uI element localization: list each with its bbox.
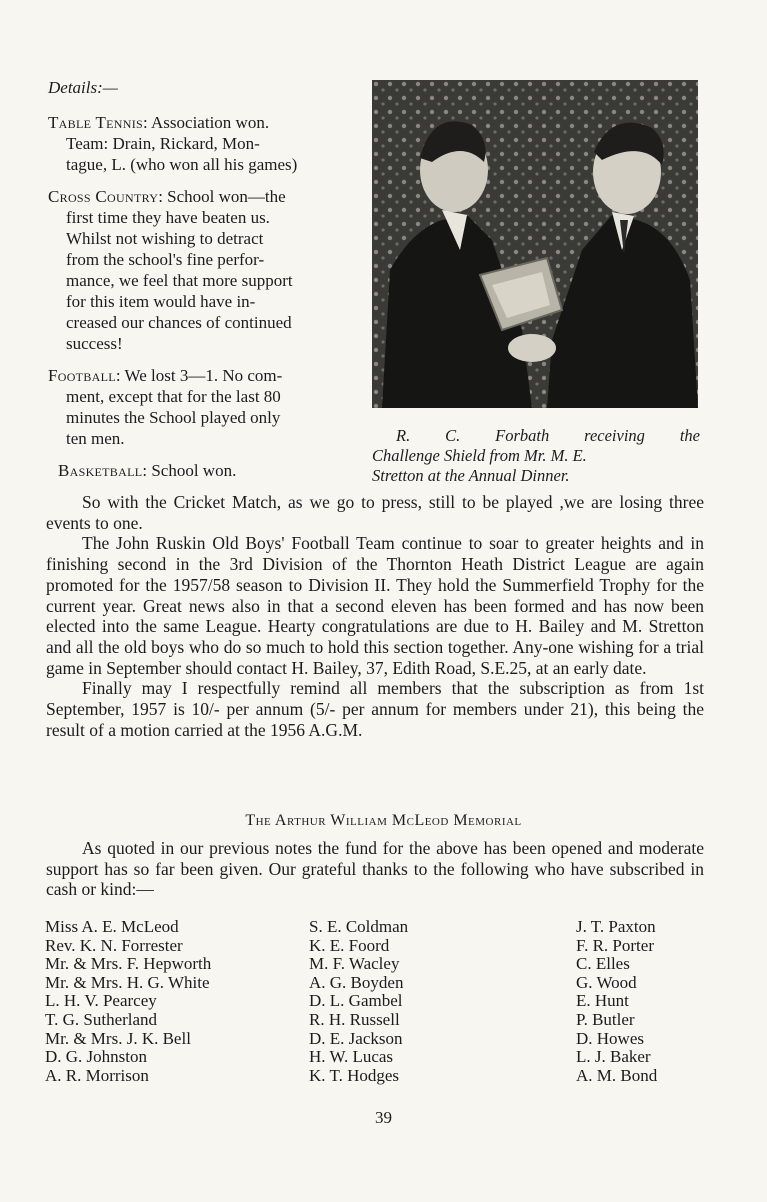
paragraph: Finally may I respectfully remind all members that the subscription as from 1st September, 1957 is 10/- per annum (5/- per annum for members under 21), this being the result of a motion carried at the 1956 A.G.M. [46, 678, 704, 740]
entry-label: Cross Country [48, 187, 159, 206]
name-item: Mr. & Mrs. J. K. Bell [45, 1028, 191, 1048]
entry-basketball [58, 460, 236, 481]
name-item: A. R. Morrison [45, 1065, 149, 1085]
entry-label: Basketball [58, 461, 143, 480]
name-item: L. H. V. Pearcey [45, 991, 157, 1011]
name-item: Rev. K. N. Forrester [45, 935, 183, 955]
entry-line: for this item would have in- [66, 292, 256, 311]
name-item: D. L. Gambel [309, 991, 403, 1011]
name-item: R. H. Russell [309, 1009, 400, 1029]
entry-table-tennis [48, 112, 297, 175]
name-item: Miss A. E. McLeod [45, 917, 179, 936]
entry-line: creased our chances of continued [66, 313, 292, 332]
name-item: E. Hunt [576, 991, 629, 1011]
name-item: C. Elles [576, 954, 630, 974]
paragraph: So with the Cricket Match, as we go to press, still to be played ,we are losing three events to one. [46, 492, 704, 533]
caption-line: Challenge Shield from Mr. M. E. [372, 446, 587, 465]
entry-line: ten men. [66, 429, 125, 448]
name-item: A. M. Bond [576, 1065, 658, 1085]
entry-line: mance, we feel that more support [66, 271, 293, 290]
caption-line: Stretton at the Annual Dinner. [372, 466, 570, 485]
entry-first-line: : Association won. [142, 113, 270, 132]
entry-line: minutes the School played only [66, 408, 281, 427]
name-item: L. J. Baker [576, 1047, 651, 1067]
paragraph: The John Ruskin Old Boys' Football Team continue to soar to greater heights and in finishing second in the 3rd Division of the Thornton Heath District League are again promoted for the 1957/58 season to Division II. They hold the Summerfield Trophy for the current year. Great news also in that a second eleven has been formed and has now been elected into the same League. Hearty congratulations are due to H. Bailey and M. Stretton and all the old boys who do so much to hold this section together. Any-one wishing for a trial game in September should contact H. Bailey, 37, Edith Road, S.E.25, at an early date. [46, 533, 704, 678]
details-heading: Details:— [48, 78, 118, 97]
entry-line: first time they have beaten us. [66, 208, 270, 227]
names-column-3 [576, 918, 657, 1085]
entry-first-line: : School won. [142, 461, 237, 480]
photo-illustration [372, 80, 698, 408]
entry-cross-country [48, 186, 293, 354]
body-text [46, 492, 704, 740]
name-item: D. G. Johnston [45, 1047, 148, 1067]
photo [372, 80, 698, 408]
name-item: D. Howes [576, 1028, 644, 1048]
section-title: The Arthur William McLeod Memorial [245, 812, 522, 829]
name-item: P. Butler [576, 1009, 635, 1029]
name-item: A. G. Boyden [309, 972, 404, 992]
name-item: Mr. & Mrs. F. Hepworth [45, 954, 212, 974]
name-item: Mr. & Mrs. H. G. White [45, 972, 210, 992]
entry-label: Football [48, 366, 116, 385]
paragraph: As quoted in our previous notes the fund for the above has been opened and moderate support has so far been given. Our grateful thanks to the following who have subscribed in cash or kind:— [46, 838, 704, 900]
name-item: S. E. Coldman [309, 917, 409, 936]
names-column-2 [309, 918, 408, 1085]
memorial-text [46, 838, 704, 900]
entry-first-line: : We lost 3—1. No com- [115, 366, 283, 385]
name-item: K. T. Hodges [309, 1065, 400, 1085]
entry-line: success! [66, 334, 123, 353]
name-item: J. T. Paxton [576, 917, 656, 936]
name-item: G. Wood [576, 972, 637, 992]
entry-line: ment, except that for the last 80 [66, 387, 281, 406]
name-item: H. W. Lucas [309, 1047, 394, 1067]
name-item: K. E. Foord [309, 935, 390, 955]
entry-first-line: : School won—the [158, 187, 286, 206]
name-item: T. G. Sutherland [45, 1009, 158, 1029]
entry-label: Table Tennis [48, 113, 143, 132]
entry-line: tague, L. (who won all his games) [66, 155, 298, 174]
entry-line: Team: Drain, Rickard, Mon- [66, 134, 260, 153]
photo-caption [372, 426, 700, 486]
name-item: M. F. Wacley [309, 954, 400, 974]
name-item: D. E. Jackson [309, 1028, 403, 1048]
names-column-1 [45, 918, 211, 1085]
caption-line: R. C. Forbath receiving the [396, 426, 700, 445]
entry-line: from the school's fine perfor- [66, 250, 265, 269]
name-item: F. R. Porter [576, 935, 654, 955]
entry-football [48, 365, 282, 449]
page-number: 39 [375, 1108, 392, 1127]
entry-line: Whilst not wishing to detract [66, 229, 264, 248]
